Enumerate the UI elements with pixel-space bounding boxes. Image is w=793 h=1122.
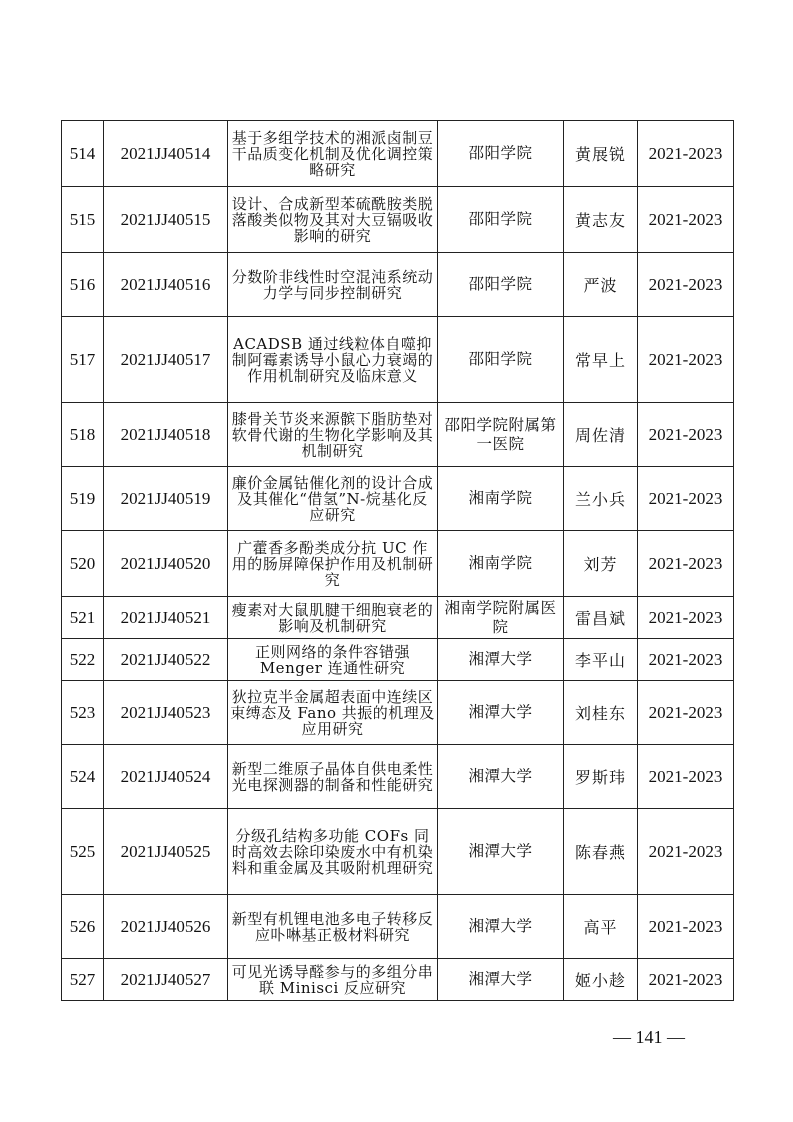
project-period: 2021-2023 bbox=[638, 895, 734, 959]
project-leader: 陈春燕 bbox=[564, 809, 638, 895]
project-code: 2021JJ40515 bbox=[104, 187, 228, 253]
project-title: 新型二维原子晶体自供电柔性光电探测器的制备和性能研究 bbox=[228, 745, 438, 809]
table-row bbox=[62, 809, 734, 895]
project-number: 516 bbox=[62, 253, 104, 317]
institution: 湘潭大学 bbox=[438, 959, 564, 1001]
table-row bbox=[62, 253, 734, 317]
project-number: 522 bbox=[62, 639, 104, 681]
project-leader: 罗斯玮 bbox=[564, 745, 638, 809]
project-leader: 兰小兵 bbox=[564, 467, 638, 531]
project-number: 526 bbox=[62, 895, 104, 959]
project-period: 2021-2023 bbox=[638, 809, 734, 895]
institution: 湘潭大学 bbox=[438, 895, 564, 959]
project-period: 2021-2023 bbox=[638, 317, 734, 403]
institution: 湘南学院 bbox=[438, 531, 564, 597]
project-number: 519 bbox=[62, 467, 104, 531]
project-number: 515 bbox=[62, 187, 104, 253]
project-number: 523 bbox=[62, 681, 104, 745]
project-title: 瘦素对大鼠肌腱干细胞衰老的影响及机制研究 bbox=[228, 597, 438, 639]
project-leader: 刘芳 bbox=[564, 531, 638, 597]
institution: 湘潭大学 bbox=[438, 809, 564, 895]
project-title: 广藿香多酚类成分抗 UC 作用的肠屏障保护作用及机制研究 bbox=[228, 531, 438, 597]
project-number: 520 bbox=[62, 531, 104, 597]
project-number: 518 bbox=[62, 403, 104, 467]
project-code: 2021JJ40519 bbox=[104, 467, 228, 531]
project-period: 2021-2023 bbox=[638, 681, 734, 745]
project-leader: 李平山 bbox=[564, 639, 638, 681]
table-row bbox=[62, 403, 734, 467]
table-row bbox=[62, 317, 734, 403]
project-code: 2021JJ40527 bbox=[104, 959, 228, 1001]
project-title: 狄拉克半金属超表面中连续区束缚态及 Fano 共振的机理及应用研究 bbox=[228, 681, 438, 745]
project-code: 2021JJ40518 bbox=[104, 403, 228, 467]
page-number: — 141 — bbox=[613, 1027, 685, 1047]
project-number: 525 bbox=[62, 809, 104, 895]
project-code: 2021JJ40526 bbox=[104, 895, 228, 959]
project-number: 517 bbox=[62, 317, 104, 403]
institution: 邵阳学院 bbox=[438, 317, 564, 403]
institution: 湘潭大学 bbox=[438, 639, 564, 681]
institution: 邵阳学院 bbox=[438, 121, 564, 187]
table-row bbox=[62, 467, 734, 531]
project-code: 2021JJ40523 bbox=[104, 681, 228, 745]
institution: 湘南学院附属医院 bbox=[438, 597, 564, 639]
table-row bbox=[62, 639, 734, 681]
project-number: 527 bbox=[62, 959, 104, 1001]
institution: 湘潭大学 bbox=[438, 745, 564, 809]
project-leader: 周佐清 bbox=[564, 403, 638, 467]
project-title: 分数阶非线性时空混沌系统动力学与同步控制研究 bbox=[228, 253, 438, 317]
project-title: 新型有机锂电池多电子转移反应卟啉基正极材料研究 bbox=[228, 895, 438, 959]
project-leader: 雷昌斌 bbox=[564, 597, 638, 639]
project-number: 524 bbox=[62, 745, 104, 809]
project-period: 2021-2023 bbox=[638, 121, 734, 187]
project-leader: 刘桂东 bbox=[564, 681, 638, 745]
project-code: 2021JJ40517 bbox=[104, 317, 228, 403]
project-period: 2021-2023 bbox=[638, 745, 734, 809]
project-number: 521 bbox=[62, 597, 104, 639]
institution: 湘南学院 bbox=[438, 467, 564, 531]
project-leader: 黄展锐 bbox=[564, 121, 638, 187]
table-row bbox=[62, 121, 734, 187]
project-period: 2021-2023 bbox=[638, 531, 734, 597]
project-title: 膝骨关节炎来源髌下脂肪垫对软骨代谢的生物化学影响及其机制研究 bbox=[228, 403, 438, 467]
table-row bbox=[62, 681, 734, 745]
table-row bbox=[62, 187, 734, 253]
project-code: 2021JJ40520 bbox=[104, 531, 228, 597]
project-number: 514 bbox=[62, 121, 104, 187]
project-title: 可见光诱导醛参与的多组分串联 Minisci 反应研究 bbox=[228, 959, 438, 1001]
project-title: ACADSB 通过线粒体自噬抑制阿霉素诱导小鼠心力衰竭的作用机制研究及临床意义 bbox=[228, 317, 438, 403]
table-row bbox=[62, 959, 734, 1001]
institution: 邵阳学院 bbox=[438, 253, 564, 317]
project-period: 2021-2023 bbox=[638, 959, 734, 1001]
project-title: 分级孔结构多功能 COFs 同时高效去除印染废水中有机染料和重金属及其吸附机理研究 bbox=[228, 809, 438, 895]
project-code: 2021JJ40521 bbox=[104, 597, 228, 639]
project-period: 2021-2023 bbox=[638, 187, 734, 253]
project-code: 2021JJ40525 bbox=[104, 809, 228, 895]
institution: 邵阳学院 bbox=[438, 187, 564, 253]
project-table bbox=[61, 120, 734, 1001]
table-row bbox=[62, 597, 734, 639]
project-leader: 严波 bbox=[564, 253, 638, 317]
table-row bbox=[62, 895, 734, 959]
project-period: 2021-2023 bbox=[638, 597, 734, 639]
institution: 湘潭大学 bbox=[438, 681, 564, 745]
project-period: 2021-2023 bbox=[638, 467, 734, 531]
project-period: 2021-2023 bbox=[638, 403, 734, 467]
project-title: 正则网络的条件容错强 Menger 连通性研究 bbox=[228, 639, 438, 681]
table-row bbox=[62, 531, 734, 597]
project-code: 2021JJ40516 bbox=[104, 253, 228, 317]
project-period: 2021-2023 bbox=[638, 253, 734, 317]
project-leader: 高平 bbox=[564, 895, 638, 959]
table-row bbox=[62, 745, 734, 809]
project-code: 2021JJ40522 bbox=[104, 639, 228, 681]
institution: 邵阳学院附属第一医院 bbox=[438, 403, 564, 467]
project-title: 设计、合成新型苯硫酰胺类脱落酸类似物及其对大豆镉吸收影响的研究 bbox=[228, 187, 438, 253]
project-title: 基于多组学技术的湘派卤制豆干品质变化机制及优化调控策略研究 bbox=[228, 121, 438, 187]
project-code: 2021JJ40524 bbox=[104, 745, 228, 809]
project-period: 2021-2023 bbox=[638, 639, 734, 681]
project-leader: 常早上 bbox=[564, 317, 638, 403]
project-code: 2021JJ40514 bbox=[104, 121, 228, 187]
project-leader: 黄志友 bbox=[564, 187, 638, 253]
project-title: 廉价金属钴催化剂的设计合成及其催化“借氢”N-烷基化反应研究 bbox=[228, 467, 438, 531]
project-leader: 姬小趁 bbox=[564, 959, 638, 1001]
project-table-body bbox=[62, 121, 734, 1001]
